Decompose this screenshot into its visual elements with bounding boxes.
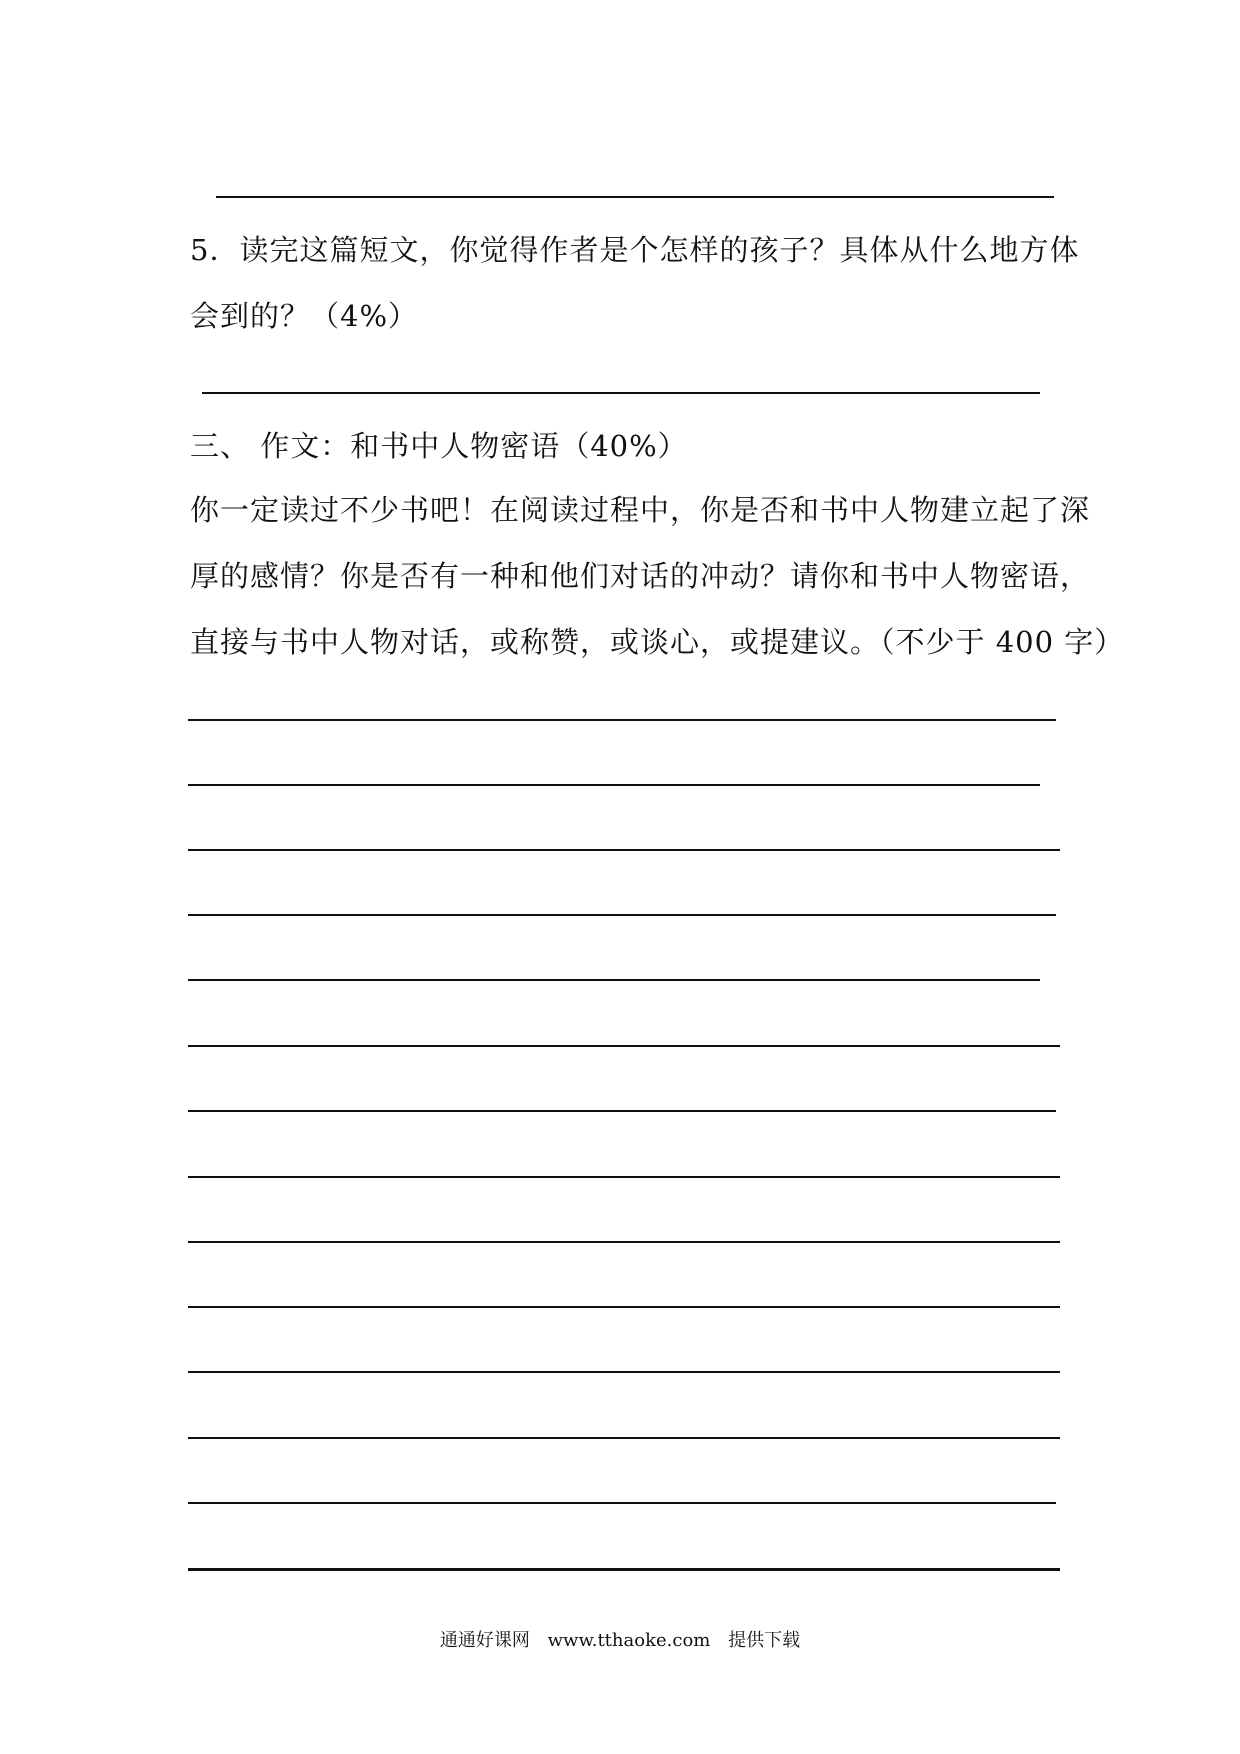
- essay-writing-line: [188, 1241, 1060, 1243]
- answer-line-q5: [202, 392, 1040, 394]
- section-3-heading: 三、 作文：和书中人物密语（40%）: [190, 429, 688, 463]
- answer-line-q4: [216, 196, 1054, 198]
- question-5-line-2: 会到的？（4%）: [190, 299, 419, 333]
- page-footer: [0, 1628, 1240, 1654]
- essay-writing-line: [188, 1437, 1060, 1439]
- essay-writing-line: [188, 1306, 1060, 1308]
- essay-writing-line: [188, 914, 1056, 916]
- essay-prompt-line-2: 厚的感情？你是否有一种和他们对话的冲动？请你和书中人物密语，: [190, 559, 1091, 593]
- essay-prompt-line-3: 直接与书中人物对话，或称赞，或谈心，或提建议。（不少于 400 字）: [190, 625, 1125, 659]
- essay-writing-line: [188, 849, 1060, 851]
- footer-note: 提供下载: [728, 1630, 801, 1651]
- essay-writing-line-last: [188, 1568, 1060, 1571]
- essay-writing-line: [188, 1371, 1060, 1373]
- footer-site-name: 通通好课网: [439, 1630, 530, 1651]
- essay-writing-line: [188, 1502, 1056, 1504]
- essay-writing-line: [188, 1045, 1060, 1047]
- essay-writing-line: [188, 1110, 1056, 1112]
- essay-writing-line: [188, 979, 1040, 981]
- essay-writing-line: [188, 1176, 1060, 1178]
- essay-writing-line: [188, 784, 1040, 786]
- footer-url: www.tthaoke.com: [547, 1630, 711, 1651]
- question-5-line-1: 5．读完这篇短文，你觉得作者是个怎样的孩子？具体从什么地方体: [190, 233, 1080, 267]
- essay-writing-line: [188, 719, 1056, 721]
- essay-prompt-line-1: 你一定读过不少书吧！在阅读过程中，你是否和书中人物建立起了深: [190, 493, 1091, 527]
